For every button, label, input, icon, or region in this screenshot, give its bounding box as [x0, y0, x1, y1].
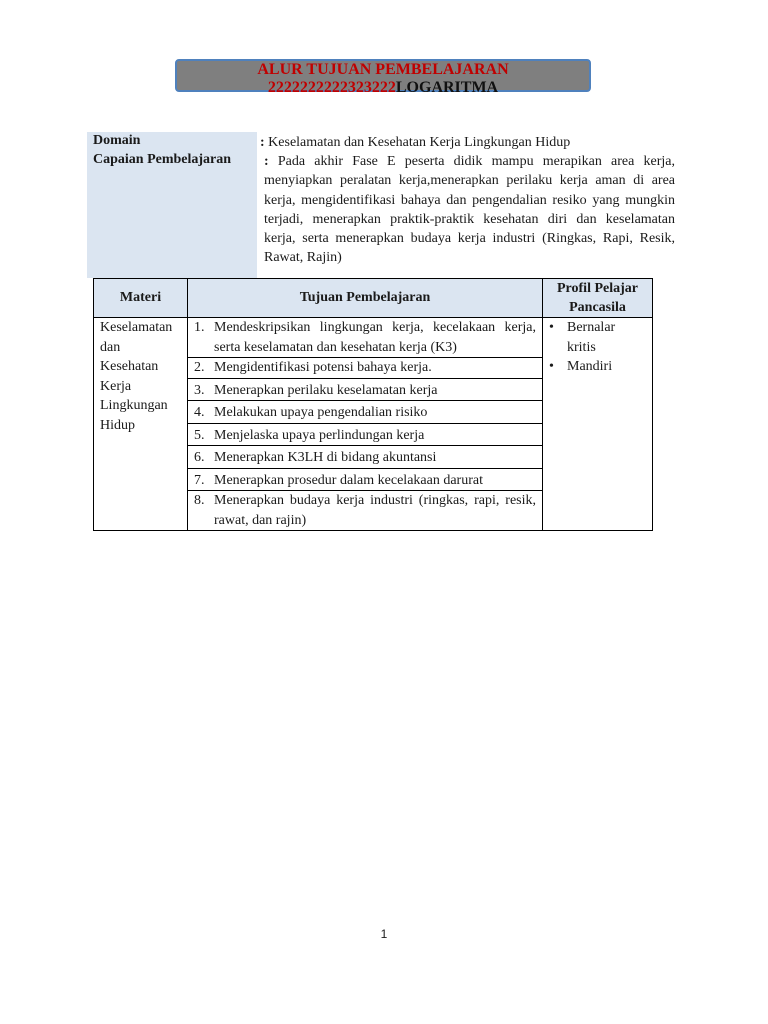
objective-number: 2.	[194, 360, 205, 375]
objective-item	[188, 379, 542, 402]
objective-number: 1.	[194, 320, 205, 335]
objective-number: 8.	[194, 493, 205, 508]
profil-text: Mandiri	[567, 359, 613, 374]
header-materi: Materi	[94, 279, 188, 318]
colon-separator: :	[260, 135, 265, 150]
objective-number: 4.	[194, 405, 205, 420]
profil-item	[549, 357, 646, 377]
objective-item	[188, 446, 542, 469]
profil-item	[549, 318, 646, 357]
title-line-1: ALUR TUJUAN PEMBELAJARAN	[257, 61, 509, 78]
objective-number: 3.	[194, 382, 205, 398]
cp-value-text: Pada akhir Fase E peserta didik mampu merapikan area kerja, menyiapkan peralatan kerja,menerapkan perilaku kerja aman di area kerja, mengidentifikasi bahaya dan pengendalian resiko yang mungkin terjadi, menerapkan praktik-praktik kesehatan diri dan keselamatan kerja, serta menerapkan budaya kerja industri (Ringkas, Rapi, Resik, Rawat, Rajin)	[264, 154, 675, 266]
document-title	[175, 59, 591, 96]
objective-item	[188, 424, 542, 447]
domain-value	[260, 133, 675, 152]
objective-text: Melakukan upaya pengendalian risiko	[214, 405, 428, 420]
objective-text: Mendeskripsikan lingkungan kerja, kecelakaan kerja, serta keselamatan dan kesehatan kerja (K3)	[214, 320, 536, 355]
profil-text: Bernalar kritis	[567, 320, 616, 355]
info-section	[87, 132, 675, 278]
objective-number: 5.	[194, 427, 205, 443]
objective-number: 7.	[194, 472, 205, 488]
objective-item	[188, 491, 542, 530]
objective-text: Menerapkan K3LH di bidang akuntansi	[214, 450, 437, 465]
bullet-icon: •	[549, 359, 554, 374]
domain-value-text: Keselamatan dan Kesehatan Kerja Lingkungan Hidup	[268, 135, 571, 150]
profil-cell	[543, 318, 653, 531]
tujuan-cell	[188, 318, 543, 531]
header-tujuan: Tujuan Pembelajaran	[188, 279, 543, 318]
page-number: 1	[380, 927, 388, 941]
objective-number: 6.	[194, 450, 205, 465]
header-profil: Profil Pelajar Pancasila	[543, 279, 653, 318]
objective-text: Menjelaska upaya perlindungan kerja	[214, 427, 425, 443]
cp-value	[264, 152, 675, 268]
title-subject: LOGARITMA	[395, 79, 499, 96]
objective-item	[188, 318, 542, 358]
objective-text: Menerapkan perilaku keselamatan kerja	[214, 382, 438, 398]
objective-item	[188, 469, 542, 492]
objective-item	[188, 401, 542, 424]
title-line-2	[177, 79, 589, 97]
title-code: 2222222222323222	[267, 79, 396, 96]
objective-text: Menerapkan budaya kerja industri (ringkas, rapi, resik, rawat, dan rajin)	[214, 493, 536, 528]
bullet-icon: •	[549, 320, 554, 335]
colon-separator: :	[264, 154, 269, 169]
objective-text: Menerapkan prosedur dalam kecelakaan darurat	[214, 472, 483, 488]
domain-label: Domain	[93, 133, 141, 148]
learning-objectives-table	[93, 278, 653, 531]
profil-list	[543, 318, 652, 377]
cp-label: Capaian Pembelajaran	[93, 152, 232, 167]
objective-item	[188, 358, 542, 379]
materi-cell: Keselamatan dan Kesehatan Kerja Lingkungan Hidup	[94, 318, 188, 531]
objective-text: Mengidentifikasi potensi bahaya kerja.	[214, 360, 432, 375]
